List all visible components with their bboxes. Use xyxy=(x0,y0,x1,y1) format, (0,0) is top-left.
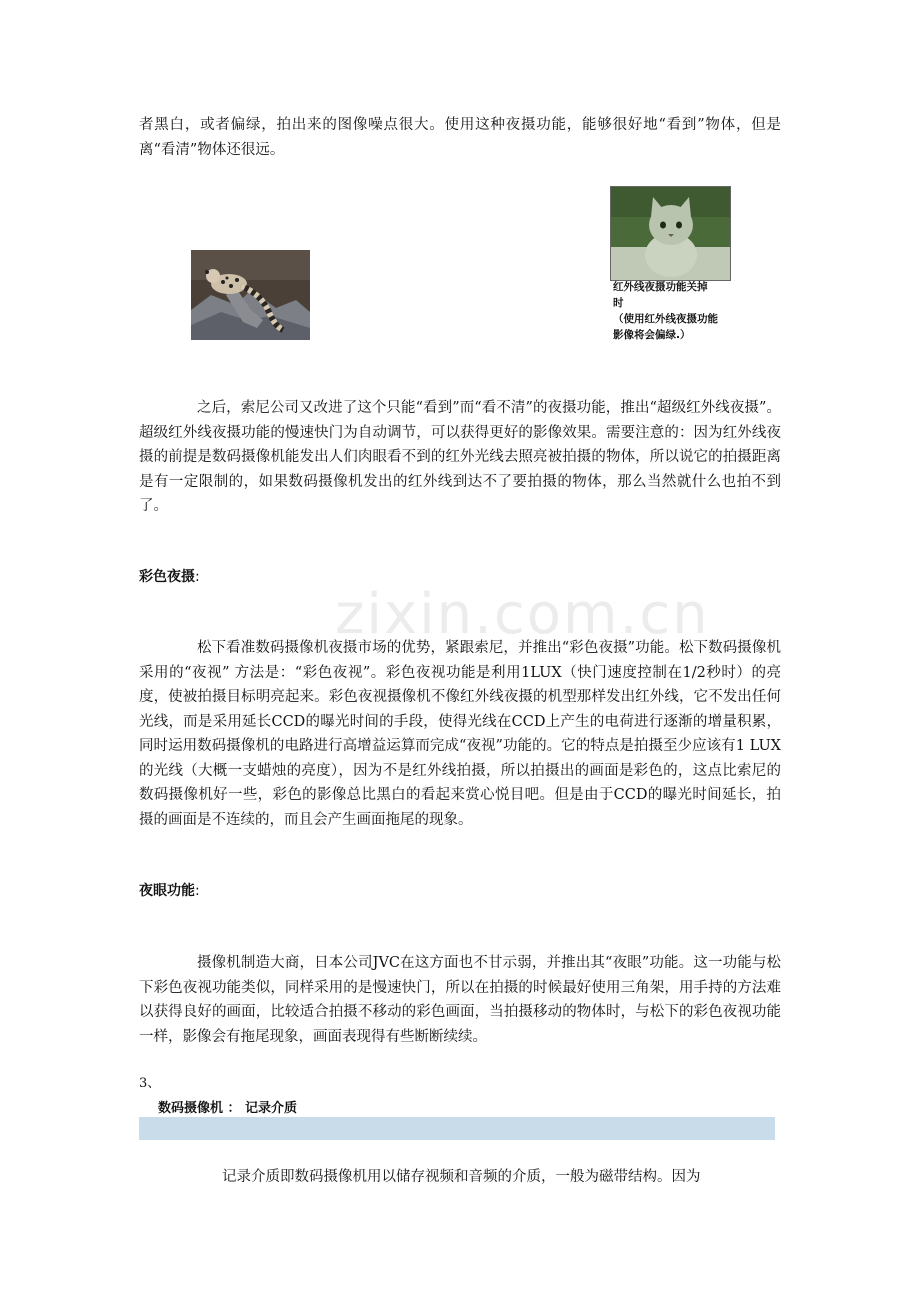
paragraph-jvc: 摄像机制造大商，日本公司JVC在这方面也不甘示弱，并推出其“夜眼”功能。这一功能与松下彩色夜视功能类似，同样采用的是慢速快门，所以在拍摄的时候最好使用三角架，用手持的方法难以获得良好的画面，比较适合拍摄不移动的彩色画面，当拍摄移动的物体时，与松下的彩色夜视功能一样，影像会有拖尾现象，画面表现得有些断断续续。 xyxy=(139,955,781,1045)
section-number: 3、 xyxy=(139,1076,161,1091)
heading-night-eye xyxy=(139,880,200,900)
section-bar xyxy=(139,1117,775,1140)
paragraph-media: 记录介质即数码摄像机用以储存视频和音频的介质，一般为磁带结构。因为 xyxy=(222,1169,701,1185)
caption-line: 影像将会偏绿.） xyxy=(613,329,691,341)
heading-text: 夜眼功能 xyxy=(139,883,195,899)
caption-line: 红外线夜摄功能关掉 xyxy=(613,281,708,293)
paragraph-panasonic: 松下看准数码摄像机夜摄市场的优势，紧跟索尼，并推出“彩色夜摄”功能。松下数码摄像机采用的“夜视” 方法是：“彩色夜视”。彩色夜视功能是利用1LUX（快门速度控制在1/2秒时）的亮度，使被拍摄目标明亮起来。彩色夜视摄像机不像红外线夜摄的机型那样发出红外线，它不发出任何光线，而是采用延长CCD的曝光时间的手段，使得光线在CCD上产生的电荷进行逐渐的增量积累，同时运用数码摄像机的电路进行高增益运算而完成“夜视”功能的。它的特点是拍摄至少应该有1 LUX的光线（大概一支蜡烛的亮度），因为不是红外线拍摄，所以拍摄出的画面是彩色的，这点比索尼的数码摄像机好一些，彩色的影像总比黑白的看起来赏心悦目吧。但是由于CCD的曝光时间延长，拍摄的画面是不连续的，而且会产生画面拖尾的现象。 xyxy=(139,640,781,828)
genet-photo xyxy=(191,250,310,340)
caption-line: （使用红外线夜摄功能 xyxy=(613,313,718,325)
heading-text: 彩色夜摄 xyxy=(139,569,195,585)
kitten-caption xyxy=(613,279,743,343)
heading-color-night xyxy=(139,566,200,586)
paragraph-intro: 者黑白，或者偏绿，拍出来的图像噪点很大。使用这种夜摄功能，能够很好地“看到”物体，但是离“看清”物体还很远。 xyxy=(139,117,781,158)
caption-line: 时 xyxy=(613,297,624,309)
watermark: zixin.com.cn xyxy=(335,582,710,647)
heading-colon: : xyxy=(195,569,200,585)
heading-colon: : xyxy=(195,883,200,899)
section-title: 数码摄像机 ： 记录介质 xyxy=(158,1101,298,1116)
paragraph-super-infrared: 之后，索尼公司又改进了这个只能“看到”而“看不清”的夜摄功能，推出“超级红外线夜摄”。超级红外线夜摄功能的慢速快门为自动调节，可以获得更好的影像效果。需要注意的：因为红外线夜摄的前提是数码摄像机能发出人们肉眼看不到的红外光线去照亮被拍摄的物体，所以说它的拍摄距离是有一定限制的，如果数码摄像机发出的红外线到达不了要拍摄的物体，那么当然就什么也拍不到了。 xyxy=(139,400,781,514)
kitten-photo xyxy=(610,186,731,281)
